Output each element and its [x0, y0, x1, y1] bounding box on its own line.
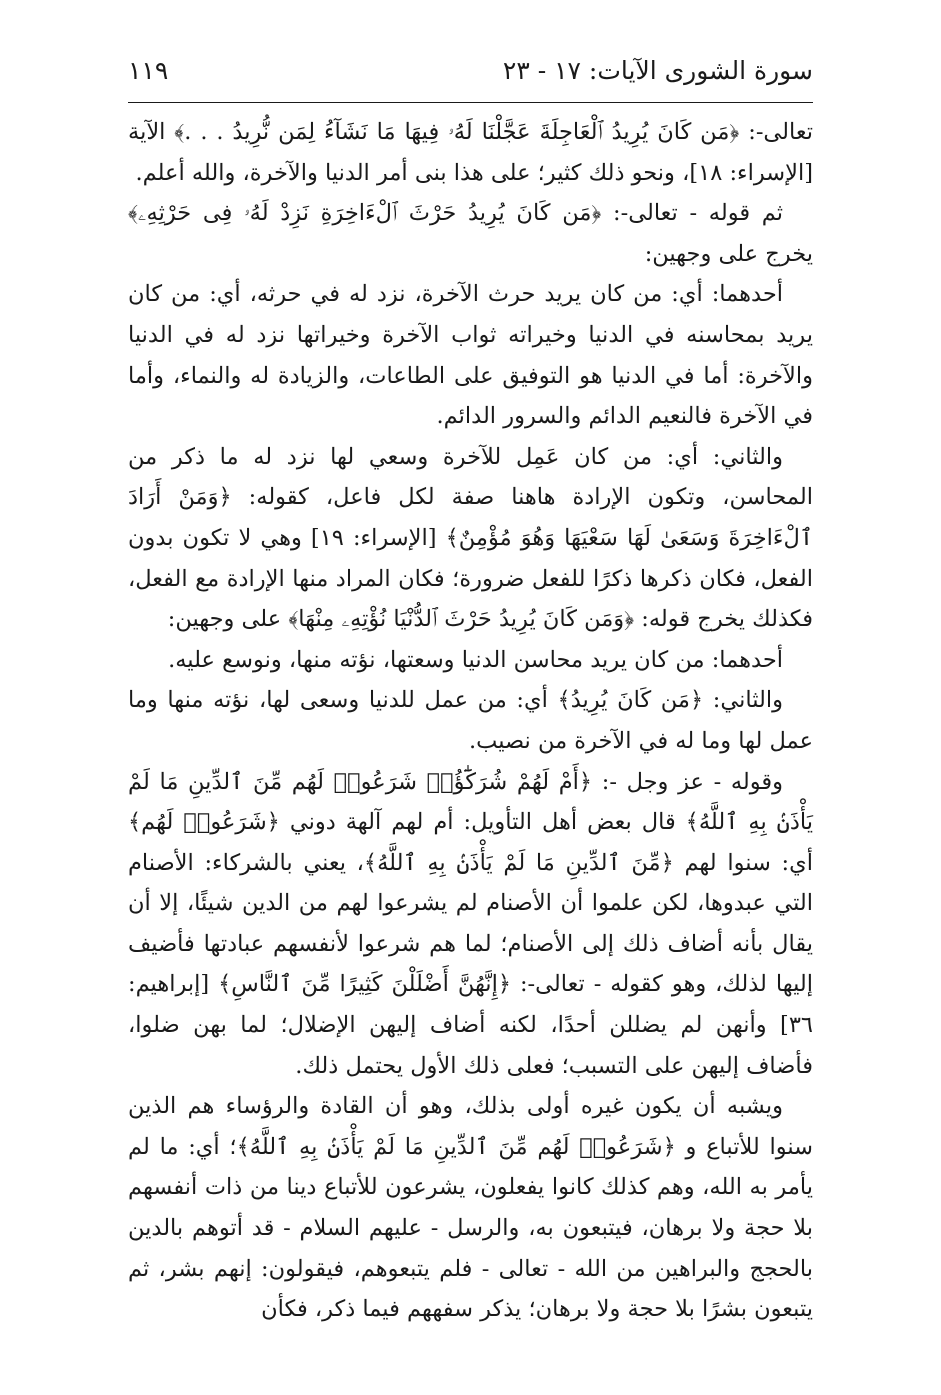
- paragraph-5: أحدهما: من كان يريد محاسن الدنيا وسعتها، نؤته منها، ونوسع عليه.: [168, 646, 783, 673]
- paragraph-4: والثاني: أي: من كان عَمِل للآخرة وسعي لها نزد له ما ذكر من المحاسن، وتكون الإرادة هاهنا صفة لكل فاعل، كقوله: ﴿وَمَنْ أَرَادَ ٱلْءَاخِرَةَ وَسَعَىٰ لَهَا سَعْيَهَا وَهُوَ مُؤْمِنٌ﴾ [الإسراء: ١٩] وهي لا تكون بدون الفعل، فكان ذكرها ذكرًا للفعل ضرورة؛ فكان المراد منها الإرادة مع الفعل، فكذلك يخرج قوله: ﴿وَمَن كَانَ يُرِيدُ حَرْثَ ٱلدُّنْيَا نُؤْتِهِۦ مِنْهَا﴾ على وجهين:: [128, 443, 813, 633]
- paragraph-7: وقوله - عز وجل -: ﴿أَمْ لَهُمْ شُرَكَٰٓؤُا۟ شَرَعُوا۟ لَهُم مِّنَ ٱلدِّينِ مَا لَمْ يَأْذَنۢ بِهِ ٱللَّهُ﴾ قال بعض أهل التأويل: أم لهم آلهة دوني ﴿شَرَعُوا۟ لَهُم﴾ أي: سنوا لهم ﴿مِّنَ ٱلدِّينِ مَا لَمْ يَأْذَنۢ بِهِ ٱللَّهُ﴾، يعني بالشركاء: الأصنام التي عبدوها، لكن علموا أن الأصنام لم يشرعوا لهم من الدين شيئًا، إلا أن يقال بأنه أضاف ذلك إلى الأصنام؛ لما هم شرعوا لأنفسهم عبادتها فأضيف إليها لذلك، وهو كقوله - تعالى-: ﴿إِنَّهُنَّ أَضْلَلْنَ كَثِيرًا مِّنَ ٱلنَّاسِ﴾ [إبراهيم: ٣٦] وأنهن لم يضللن أحدًا، لكنه أضاف إليهن الإضلال؛ لما بهن ضلوا، فأضاف إليهن على التسبب؛ فعلى ذلك الأول يحتمل ذلك.: [128, 768, 813, 1079]
- body-text: [128, 112, 813, 1330]
- paragraph-8: ويشبه أن يكون غيره أولى بذلك، وهو أن القادة والرؤساء هم الذين سنوا للأتباع و ﴿شَرَعُوا۟ لَهُم مِّنَ ٱلدِّينِ مَا لَمْ يَأْذَنۢ بِهِ ٱللَّهُ﴾؛ أي: ما لم يأمر به الله، وهم كذلك كانوا يفعلون، يشرعون للأتباع دينا من ذات أنفسهم بلا حجة ولا برهان، فيتبعون به، والرسل - عليهم السلام - قد أتوهم بالدين بالحجج والبراهين من الله - تعالى - فلم يتبعوهم، فيقولون: إنهم بشر، ثم يتبعون بشرًا بلا حجة ولا برهان؛ يذكر سفههم فيما ذكر، فكأن: [128, 1093, 813, 1323]
- running-title: سورة الشورى الآيات: ١٧ - ٢٣: [502, 56, 813, 85]
- paragraph-3: أحدهما: أي: من كان يريد حرث الآخرة، نزد له في حرثه، أي: من كان يريد بمحاسنه في الدنيا وخيراته ثواب الآخرة وخيراتها نزد له في الدنيا والآخرة: أما في الدنيا هو التوفيق على الطاعات، والزيادة له والنماء، وأما في الآخرة فالنعيم الدائم والسرور الدائم.: [128, 281, 813, 430]
- header-divider: [128, 102, 813, 103]
- page-number: ١١٩: [128, 56, 169, 85]
- paragraph-1: تعالى-: ﴿مَن كَانَ يُرِيدُ ٱلْعَاجِلَةَ عَجَّلْنَا لَهُۥ فِيهَا مَا نَشَآءُ لِمَن نُّرِيدُ . . .﴾ الآية [الإسراء: ١٨]، ونحو ذلك كثير؛ على هذا بنى أمر الدنيا والآخرة، والله أعلم.: [128, 119, 813, 186]
- paragraph-2: ثم قوله - تعالى-: ﴿مَن كَانَ يُرِيدُ حَرْثَ ٱلْءَاخِرَةِ نَزِدْ لَهُۥ فِى حَرْثِهِۦ﴾ يخرج على وجهين:: [128, 200, 813, 267]
- paragraph-6: والثاني: ﴿مَن كَانَ يُرِيدُ﴾ أي: من عمل للدنيا وسعى لها، نؤته منها وما عمل لها وما له في الآخرة من نصيب.: [128, 687, 813, 754]
- page-header: [128, 52, 813, 94]
